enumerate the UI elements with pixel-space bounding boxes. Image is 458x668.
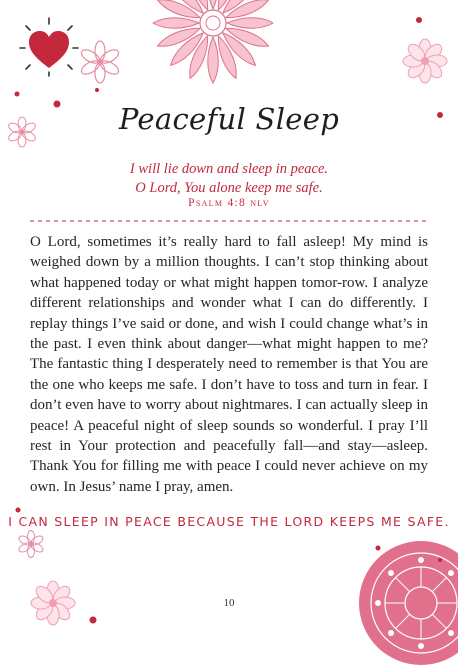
- verse-line-2: O Lord, You alone keep me safe.: [135, 180, 323, 196]
- page-number: 10: [223, 597, 235, 609]
- affirmation: I CAN SLEEP IN PEACE BECAUSE THE LORD KEEPS ME SAFE.: [8, 514, 450, 529]
- scripture-verse: [0, 160, 458, 198]
- page-title: Peaceful Sleep: [118, 102, 340, 136]
- devotional-body: O Lord, sometimes it’s really hard to fall asleep! My mind is weighed down by a million thoughts. I can’t stop thinking about what happened today or what might happen tomor-row. I analyze different relationships and wonder what I can do differently. I replay things I’ve said or done, and wish I could change what’s in the past. I even think about danger—what might happen to me? The fantastic thing I desperately need to remember is that You are the one who keeps me safe. I don’t have to toss and turn in fear. I don’t even have to worry about nightmares. I can actually sleep in peace! A peaceful night of sleep sounds so wonderful. I pray I’ll rest in Your protection and peacefully fall—and stay—asleep. Thank You for filling me with peace I could never achieve on my own. In Jesus’ name I pray, amen.: [30, 234, 428, 495]
- verse-line-1: I will lie down and sleep in peace.: [129, 161, 329, 177]
- scripture-reference: Psalm 4:8 nlv: [188, 197, 270, 209]
- dashed-divider: [30, 216, 428, 226]
